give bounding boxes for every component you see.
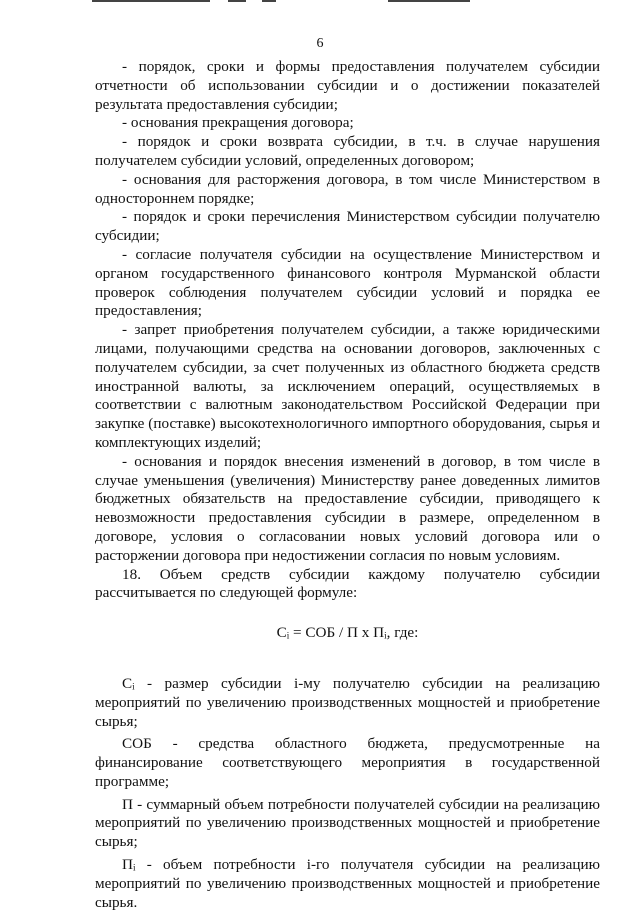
definition-item: П - суммарный объем потребности получателей субсидии на реализацию мероприятий по увеличению производственных мощностей и приобретение сырья;: [95, 795, 600, 851]
scan-edge-marks: [0, 0, 640, 4]
list-item: - запрет приобретения получателем субсидии, а также юридическими лицами, получающими средства на основании договоров, заключенных с получателем субсидии, за счет полученных из областного бюджета средств иностранной валюты, за исключением операций, осуществляемых в соответствии с валютным законодательством Российской Федерации при закупке (поставке) высокотехнологичного импортного оборудования, сырья и комплектующих изделий;: [95, 321, 600, 451]
section-paragraph: 18. Объем средств субсидии каждому получателю субсидии рассчитывается по следующей формуле:: [95, 565, 600, 602]
definition-item: Cᵢ - размер субсидии i-му получателю субсидии на реализацию мероприятий по увеличению производственных мощностей и приобретение сырья;: [95, 674, 600, 730]
list-item: - основания для расторжения договора, в том числе Министерством в одностороннем порядке;: [95, 170, 600, 207]
list-item: - порядок и сроки возврата субсидии, в т.ч. в случае нарушения получателем субсидии условий, определенных договором;: [95, 133, 600, 169]
formula: Cᵢ = СОБ / П х Пᵢ, где:: [276, 624, 419, 642]
definition-item: СОБ - средства областного бюджета, предусмотренные на финансирование соответствующего мероприятия в государственной программе;: [95, 735, 600, 790]
list-item: - основания и порядок внесения изменений в договор, в том числе в случае уменьшения (увеличения) Министерству ранее доведенных лимитов бюджетных обязательств на предоставление субсидии, приводящего к невозможности предоставления субсидии в размере, определенном в договоре, условия о согласовании новых условий договора или о расторжении договора при недостижении согласия по новым условиям.: [95, 452, 600, 564]
page-number: 6: [316, 36, 324, 51]
list-item: - порядок, сроки и формы предоставления получателем субсидии отчетности об использовании субсидии и о достижении показателей результата предоставления субсидии;: [95, 58, 600, 113]
list-item: - согласие получателя субсидии на осуществление Министерством и органом государственного финансового контроля Мурманской области проверок соблюдения получателем субсидии условий и порядка ее предоставления;: [95, 245, 600, 320]
list-item: - порядок и сроки перечисления Министерством субсидии получателю субсидии;: [95, 208, 600, 245]
definition-item: Пᵢ - объем потребности i-го получателя субсидии на реализацию мероприятий по увеличению производственных мощностей и приобретение сырья.: [95, 856, 600, 911]
list-item: - основания прекращения договора;: [122, 114, 354, 132]
document-body: [95, 58, 600, 912]
